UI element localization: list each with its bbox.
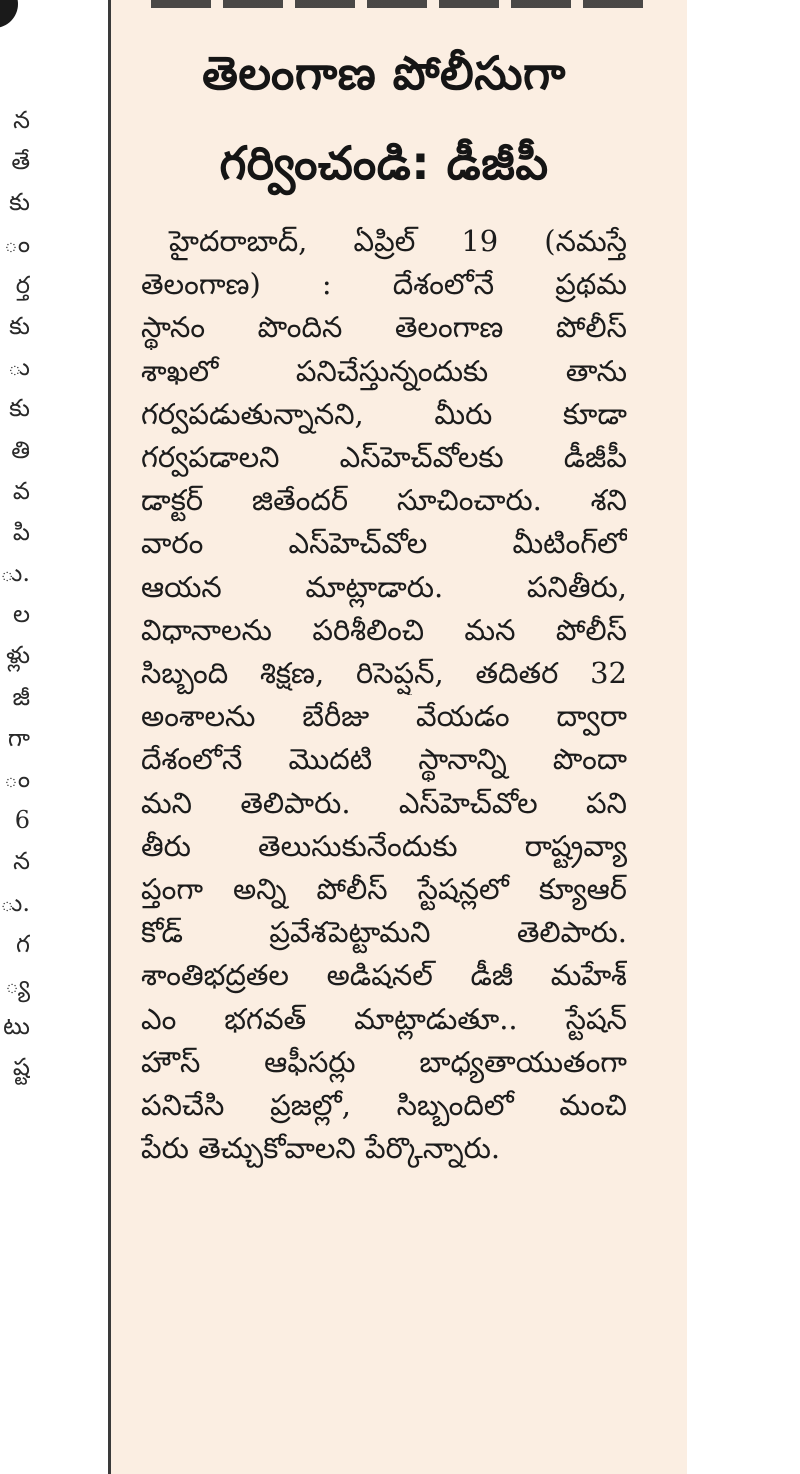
article-body-line: శాంతిభద్రతల అడిషనల్ డీజీ మహేశ్ (141, 958, 627, 993)
article-body-line: ఆయన మాట్లాడారు. పనితీరు, (141, 569, 627, 604)
page-margin (687, 0, 800, 1474)
adjacent-column-line: పి (12, 517, 30, 546)
adjacent-column-line: ు (7, 353, 30, 382)
article-headline (141, 0, 627, 208)
article-body-line: హౌస్ ఆఫీసర్లు బాధ్యతాయుతంగా (141, 1044, 627, 1079)
adjacent-column-line: న (13, 847, 30, 876)
article-body-line: కోడ్ ప్రవేశపెట్టామని తెలిపారు. (141, 915, 627, 950)
adjacent-column-line: కు (9, 188, 30, 217)
adjacent-column-line: టు (3, 1012, 30, 1041)
adjacent-column-fragment (0, 100, 30, 1089)
article-body-line: వారం ఎస్‌హెచ్‌వోల మీటింగ్‌లో (141, 526, 627, 561)
article-body-line: ఎం భగవత్ మాట్లాడుతూ.. స్టేషన్ (141, 1001, 627, 1036)
article-body-line: ప్తంగా అన్ని పోలీస్ స్టేషన్లలో క్యూఆర్ (141, 872, 627, 907)
article-body-line: స్థానం పొందిన తెలంగాణ పోలీస్ (141, 310, 627, 345)
article-body-line: విధానాలను పరిశీలించి మన పోలీస్ (141, 612, 627, 647)
article-body-line: అంశాలను బేరీజు వేయడం ద్వారా (141, 699, 627, 734)
adjacent-column-line: ర్త (15, 270, 30, 299)
adjacent-column-line: న (13, 106, 30, 134)
article-body-line: గర్వపడుతున్నానని, మీరు కూడా (141, 396, 627, 431)
news-article (111, 0, 687, 1474)
article-body-line: మని తెలిపారు. ఎస్‌హెచ్‌వోల పని (141, 785, 627, 820)
adjacent-column-line: జీ (12, 682, 30, 711)
adjacent-column-line: గా (7, 723, 30, 752)
adjacent-column-line: ం (3, 229, 30, 258)
headline-line-2: గర్వించండి: డీజీపీ (219, 136, 549, 190)
article-body (141, 220, 627, 1170)
article-body-line: పనిచేసి ప్రజల్లో, సిబ్బందిలో మంచి (141, 1088, 627, 1123)
article-body-line: దేశంలోనే మొదటి స్థానాన్ని పొందా (141, 742, 627, 777)
article-body-line: సిబ్బంది శిక్షణ, రిసెప్షన్, తదితర 32 (141, 656, 627, 691)
adjacent-column-line: వ (12, 476, 30, 505)
adjacent-column-line: ష్ట (12, 1053, 30, 1082)
adjacent-column-line: ం (3, 765, 30, 793)
adjacent-column-line: కు (9, 311, 30, 340)
article-body-line: హైదరాబాద్, ఏప్రిల్ 19 (నమస్తే (169, 224, 627, 258)
adjacent-column-line: తే (11, 147, 30, 176)
article-body-line: గర్వపడాలని ఎస్‌హెచ్‌వోలకు డీజీపీ (141, 440, 627, 475)
adjacent-column-line: ళ్లు (6, 641, 30, 670)
headline-line-1: తెలంగాణ పోలీసుగా (202, 46, 566, 100)
adjacent-column-line: గ (16, 929, 30, 958)
adjacent-column-line: కు (9, 394, 30, 423)
adjacent-column-line: ్య (5, 970, 30, 999)
article-body-line: తెలంగాణ) : దేశంలోనే ప్రథమ (141, 267, 627, 302)
adjacent-column-line: ు. (0, 888, 30, 917)
article-body-line: శాఖలో పనిచేస్తున్నందుకు తాను (141, 353, 627, 388)
column-bullet-dot (0, 0, 18, 28)
article-body-line: డాక్టర్ జితేందర్ సూచించారు. శని (141, 483, 627, 518)
adjacent-column-line: తి (11, 435, 30, 464)
adjacent-column-line: ు. (0, 559, 30, 588)
adjacent-column-line: 6 (14, 806, 30, 835)
adjacent-column-line: ల (12, 600, 30, 629)
article-body-line: తీరు తెలుసుకునేందుకు రాష్ట్రవ్యా (141, 828, 627, 863)
article-body-line: పేరు తెచ్చుకోవాలని పేర్కొన్నారు. (141, 1131, 501, 1166)
cut-off-previous-text (151, 0, 647, 8)
